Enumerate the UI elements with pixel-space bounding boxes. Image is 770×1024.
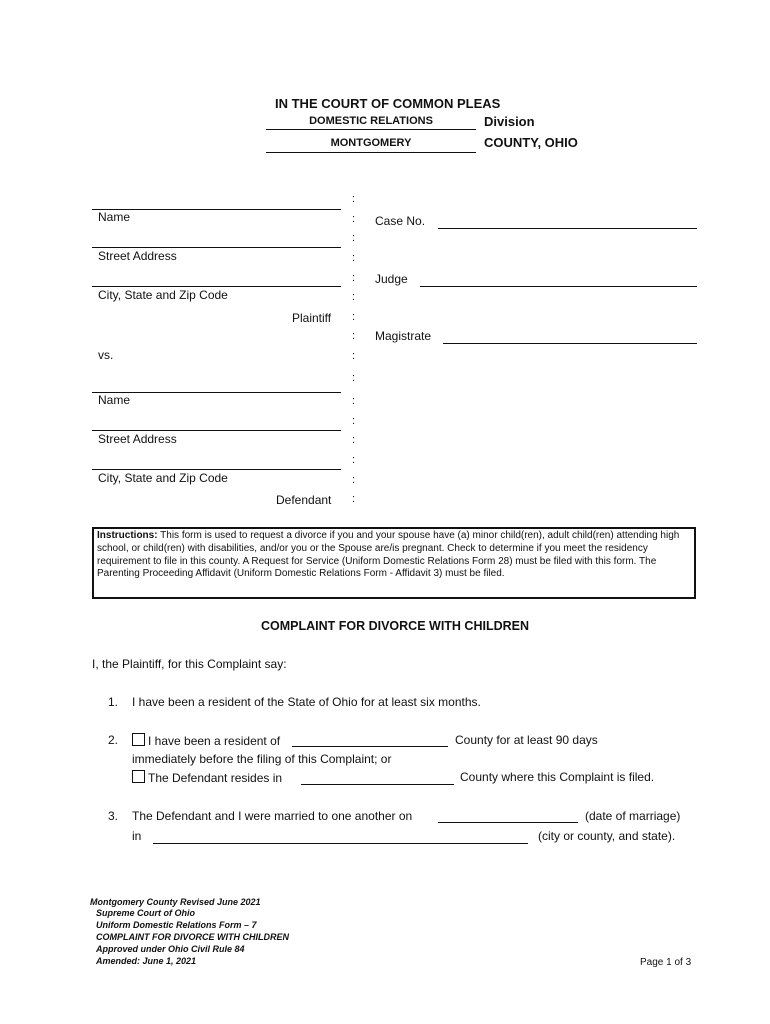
- judge-field[interactable]: [420, 286, 697, 287]
- caption-colon: :: [352, 213, 356, 225]
- plaintiff-street-label: Street Address: [98, 249, 177, 263]
- instructions-text: This form is used to request a divorce if you and your spouse have (a) minor child(ren), adult child(ren) attending high school, or child(ren) with disabilities, and/or you or the Spouse are/is pregnant. Check to determine if you meet the residency requirement to file in this county. A Request for Service (Uniform Domestic Relations Form 28) must be filed with this form. The Parenting Proceeding Affidavit (Uniform Domestic Relations Form - Affidavit 3) must be filed.: [97, 530, 680, 580]
- item-2-option-1-cont: immediately before the filing of this Complaint; or: [132, 752, 392, 766]
- instructions-box: [92, 527, 696, 599]
- item-2-option-2-text: The Defendant resides in: [148, 771, 283, 785]
- marriage-date-field[interactable]: [438, 822, 578, 823]
- division-label: Division: [484, 114, 535, 129]
- caption-colon: :: [352, 493, 356, 505]
- defendant-role: Defendant: [276, 493, 332, 507]
- court-title: IN THE COURT OF COMMON PLEAS: [275, 96, 501, 111]
- versus-label: vs.: [98, 348, 114, 362]
- item-2-option-1-after: County for at least 90 days: [455, 733, 598, 747]
- footer-court: Supreme Court of Ohio: [96, 908, 195, 918]
- caption-colon: :: [352, 350, 356, 362]
- plaintiff-street-line[interactable]: [92, 247, 341, 248]
- caption-colon: :: [352, 474, 356, 486]
- footer-form-title: COMPLAINT FOR DIVORCE WITH CHILDREN: [96, 932, 289, 942]
- division-value[interactable]: DOMESTIC RELATIONS: [309, 115, 433, 127]
- item-2-option-1: [132, 733, 280, 748]
- plaintiff-name-label: Name: [98, 210, 131, 224]
- caption-colon: :: [352, 372, 356, 384]
- caption-colon: :: [352, 252, 356, 264]
- resident-checkbox[interactable]: [132, 733, 145, 746]
- item-2-option-1-text: I have been a resident of: [148, 734, 281, 748]
- item-3-in: in: [132, 829, 142, 843]
- instructions-label: Instructions:: [97, 530, 158, 541]
- marriage-place-field[interactable]: [153, 843, 528, 844]
- caption-colon: :: [352, 330, 356, 342]
- caption-colon: :: [352, 454, 356, 466]
- footer-revised: Montgomery County Revised June 2021: [90, 897, 261, 907]
- county-label: COUNTY, OHIO: [484, 135, 578, 150]
- footer-form-number: Uniform Domestic Relations Form – 7: [96, 920, 257, 930]
- item-2-number: 2.: [108, 733, 119, 747]
- item-1-number: 1.: [108, 695, 119, 709]
- caption-colon: :: [352, 232, 356, 244]
- county-line: [266, 152, 476, 153]
- plaintiff-role: Plaintiff: [292, 311, 332, 325]
- caption-colon: :: [352, 272, 356, 284]
- case-no-field[interactable]: [438, 228, 697, 229]
- plaintiff-city-label: City, State and Zip Code: [98, 288, 228, 302]
- county-value[interactable]: MONTGOMERY: [330, 137, 412, 149]
- defendant-city-line[interactable]: [92, 469, 341, 470]
- caption-colon: :: [352, 395, 356, 407]
- intro-text: I, the Plaintiff, for this Complaint say:: [92, 657, 287, 671]
- defendant-street-line[interactable]: [92, 430, 341, 431]
- marriage-date-hint: (date of marriage): [585, 809, 681, 823]
- caption-colon: :: [352, 291, 356, 303]
- defendant-county-field[interactable]: [301, 784, 454, 785]
- defendant-name-label: Name: [98, 393, 131, 407]
- defendant-city-label: City, State and Zip Code: [98, 471, 228, 485]
- footer-amended: Amended: June 1, 2021: [96, 956, 197, 966]
- division-line: [266, 129, 476, 130]
- marriage-place-hint: (city or county, and state).: [538, 829, 676, 843]
- page-number: Page 1 of 3: [640, 957, 692, 968]
- defendant-resides-checkbox[interactable]: [132, 770, 145, 783]
- caption-colon: :: [352, 311, 356, 323]
- caption-colon: :: [352, 434, 356, 446]
- item-2-option-2-after: County where this Complaint is filed.: [460, 770, 655, 784]
- footer-approved: Approved under Ohio Civil Rule 84: [96, 944, 245, 954]
- document-title: COMPLAINT FOR DIVORCE WITH CHILDREN: [260, 619, 530, 633]
- case-no-label: Case No.: [375, 214, 426, 228]
- item-3-number: 3.: [108, 809, 119, 823]
- magistrate-label: Magistrate: [375, 329, 432, 343]
- item-3-text: The Defendant and I were married to one another on: [132, 809, 413, 823]
- defendant-street-label: Street Address: [98, 432, 177, 446]
- item-2-option-2: [132, 770, 282, 785]
- judge-label: Judge: [375, 272, 408, 286]
- caption-colon: :: [352, 415, 356, 427]
- item-1-text: I have been a resident of the State of Ohio for at least six months.: [132, 695, 481, 709]
- caption-colon: :: [352, 193, 356, 205]
- plaintiff-city-line[interactable]: [92, 286, 341, 287]
- magistrate-field[interactable]: [443, 343, 697, 344]
- resident-county-field[interactable]: [292, 746, 448, 747]
